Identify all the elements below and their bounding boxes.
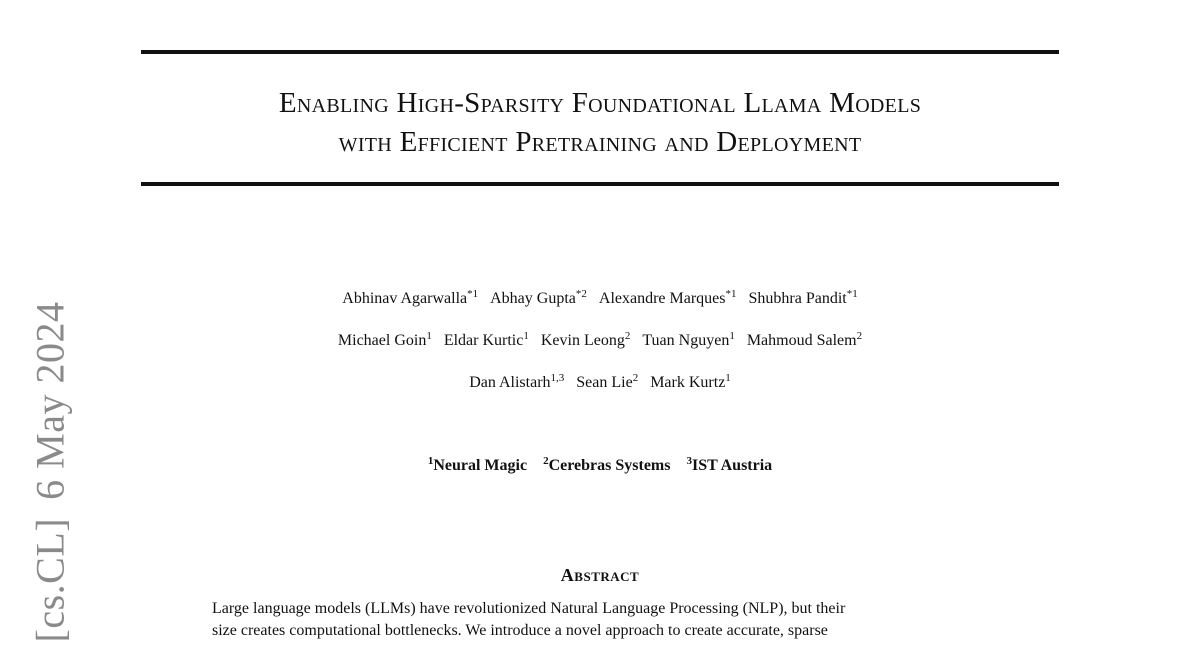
author: Sean Lie$^2$ <box>576 372 639 391</box>
author-line-1 <box>141 290 1059 308</box>
affiliation: $^3$IST Austria <box>686 455 773 474</box>
paper-title <box>141 84 1059 162</box>
author-line-2 <box>141 332 1059 350</box>
affiliations <box>141 457 1059 475</box>
title-rule-top <box>141 50 1059 54</box>
abstract-body <box>212 598 988 642</box>
title-line-2: with Efficient Pretraining and Deployment <box>338 126 862 158</box>
arxiv-category: [cs.CL] <box>27 517 73 643</box>
author: Alexandre Marques$^{*1}$ <box>598 288 737 307</box>
author: Mahmoud Salem$^2$ <box>746 330 863 349</box>
author: Michael Goin$^1$ <box>337 330 432 349</box>
author: Abhay Gupta$^{*2}$ <box>490 288 587 307</box>
author-line-3 <box>141 374 1059 392</box>
author: Shubhra Pandit$^{*1}$ <box>748 288 858 307</box>
affiliation: $^2$Cerebras Systems <box>543 455 671 474</box>
author: Mark Kurtz$^1$ <box>650 372 731 391</box>
abstract-heading: Abstract <box>560 565 640 585</box>
arxiv-date: 6 May 2024 <box>27 301 73 500</box>
author: Dan Alistarh$^{1,3}$ <box>469 372 565 391</box>
title-rule-bottom <box>141 182 1059 186</box>
author: Abhinav Agarwalla$^{*1}$ <box>342 288 479 307</box>
arxiv-stamp <box>27 302 74 643</box>
affiliation: $^1$Neural Magic <box>427 455 528 474</box>
author: Tuan Nguyen$^1$ <box>642 330 735 349</box>
author: Kevin Leong$^2$ <box>540 330 631 349</box>
title-line-1: Enabling High-Sparsity Foundational Llama Models <box>278 87 922 119</box>
abstract-line-1: Large language models (LLMs) have revolutionized Natural Language Processing (NLP), but their <box>212 600 846 617</box>
abstract-line-2: size creates computational bottlenecks. We introduce a novel approach to create accurate, sparse <box>212 622 828 639</box>
author: Eldar Kurtic$^1$ <box>443 330 529 349</box>
